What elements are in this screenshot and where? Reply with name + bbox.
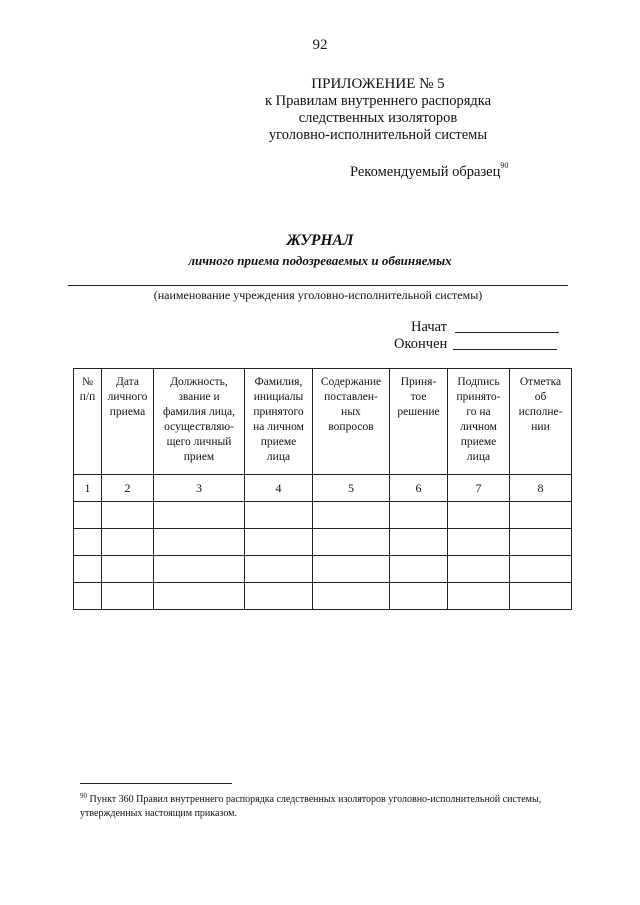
table-cell	[154, 556, 245, 583]
table-cell	[313, 583, 390, 610]
header-row	[74, 369, 572, 475]
table-cell	[74, 502, 102, 529]
table-cell	[74, 529, 102, 556]
table-cell	[245, 583, 313, 610]
table-cell	[390, 529, 448, 556]
footnote-text: Пункт 360 Правил внутреннего распорядка следственных изоляторов уголовно-исполнительной системы, утвержденных настоящим приказом.	[80, 794, 542, 819]
column-number: 6	[390, 475, 448, 502]
table-cell	[510, 583, 572, 610]
journal-table	[73, 368, 572, 610]
table-row	[74, 583, 572, 610]
footnote-ref: 90	[80, 792, 87, 800]
table-cell	[245, 529, 313, 556]
started-line	[455, 318, 559, 333]
table-cell	[510, 556, 572, 583]
journal-title: ЖУРНАЛ	[286, 232, 354, 249]
table-cell	[102, 583, 154, 610]
page-number: 92	[312, 37, 328, 53]
header-cell: Дата личного приема	[102, 369, 154, 475]
table-cell	[510, 502, 572, 529]
ended-row	[394, 335, 557, 353]
table-cell	[313, 502, 390, 529]
appendix-block	[198, 76, 558, 144]
header-cell: Содержание поставлен- ных вопросов	[313, 369, 390, 475]
table-cell	[390, 583, 448, 610]
table-cell	[245, 556, 313, 583]
table-cell	[102, 502, 154, 529]
institution-caption: (наименование учреждения уголовно-исполнительной системы)	[153, 288, 483, 302]
header-cell: Подпись принято- го на личном приеме лица	[448, 369, 510, 475]
header-cell: Фамилия, инициалы принятого на личном приеме лица	[245, 369, 313, 475]
table-cell	[448, 583, 510, 610]
appendix-title: ПРИЛОЖЕНИЕ № 5	[311, 76, 445, 92]
column-number: 2	[102, 475, 154, 502]
table-cell	[390, 556, 448, 583]
footnote	[80, 789, 570, 821]
header-cell: Отметка об исполне- нии	[510, 369, 572, 475]
started-label: Начат	[411, 319, 448, 335]
table-cell	[313, 556, 390, 583]
column-number: 8	[510, 475, 572, 502]
table-cell	[102, 529, 154, 556]
header-cell: Приня- тое решение	[390, 369, 448, 475]
column-number: 7	[448, 475, 510, 502]
institution-name-line	[68, 285, 568, 286]
started-row	[411, 318, 559, 336]
appendix-line-2: к Правилам внутреннего распорядка	[264, 93, 492, 109]
column-number: 1	[74, 475, 102, 502]
table-row	[74, 502, 572, 529]
table-cell	[154, 583, 245, 610]
ended-label: Окончен	[394, 336, 448, 352]
table-cell	[102, 556, 154, 583]
table-row	[74, 556, 572, 583]
recommended-sample	[350, 161, 508, 181]
header-cell: Должность, звание и фамилия лица, осуществляю- щего личный прием	[154, 369, 245, 475]
table-cell	[313, 529, 390, 556]
table-cell	[448, 502, 510, 529]
footnote-separator	[80, 783, 232, 784]
ended-line	[453, 335, 557, 350]
table-row	[74, 529, 572, 556]
table-cell	[448, 529, 510, 556]
sample-footnote-ref: 90	[500, 161, 509, 170]
appendix-line-4: уголовно-исполнительной системы	[268, 127, 488, 143]
column-number: 4	[245, 475, 313, 502]
column-number: 5	[313, 475, 390, 502]
table-cell	[510, 529, 572, 556]
table-cell	[154, 529, 245, 556]
table-cell	[245, 502, 313, 529]
sample-label: Рекомендуемый образец	[350, 164, 501, 180]
table-cell	[448, 556, 510, 583]
table-cell	[390, 502, 448, 529]
header-cell: № п/п	[74, 369, 102, 475]
journal-subtitle: личного приема подозреваемых и обвиняемых	[188, 253, 452, 268]
table-cell	[154, 502, 245, 529]
table-cell	[74, 556, 102, 583]
column-number-row	[74, 475, 572, 502]
table-cell	[74, 583, 102, 610]
appendix-line-3: следственных изоляторов	[298, 110, 458, 126]
column-number: 3	[154, 475, 245, 502]
